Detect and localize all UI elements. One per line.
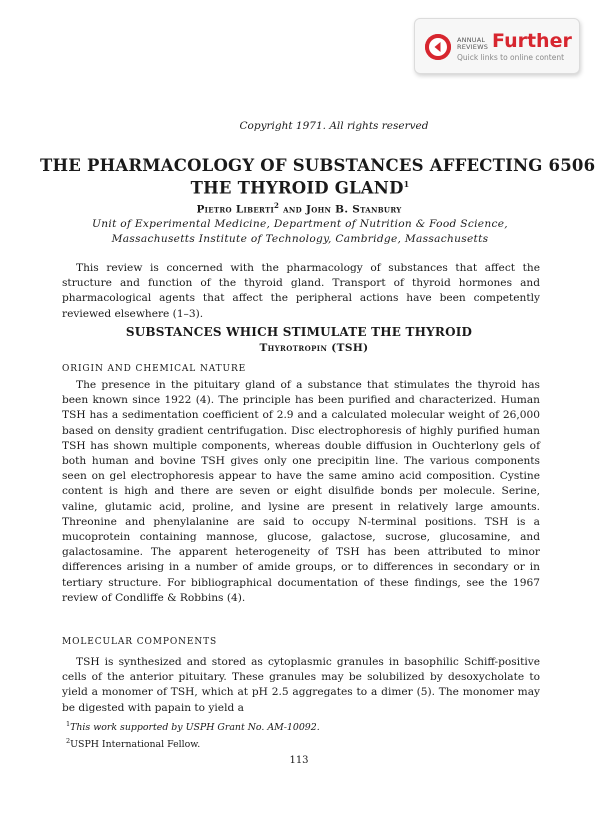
annual-reviews-logo-icon xyxy=(425,34,451,60)
author-1: Pietro Liberti xyxy=(196,203,275,216)
origin-paragraph-text: The presence in the pituitary gland of a substance that stimulates the thyroid has been known since 1922 (4). The principle has been purified and characterized. Human TSH has a sedimentation coefficient of 2.9 and a calculated molecular weight of 26,000 based on density gradient centrifugation. Disc electrophoresis of highly purified human TSH has shown multiple components, whereas double diffusion in Ouchterlony gels of both human and bovine TSH gives only one precipitin line. The various components seen on gel electrophoresis appear to have the same amino acid composition. Cystine content is high and there are seven or eight disulfide bonds per molecule. Serine, valine, glutamic acid, proline, and lysine are present in relatively large amounts. Threonine and phenylalanine are said to occupy N-terminal positions. TSH is a mucoprotein containing mannose, glucose, galactose, sucrose, glucosamine, and galactosamine. The apparent heterogeneity of TSH has been attributed to minor differences arising in a number of amide groups, or to differences in secondary or in tertiary structure. For bibliographical documentation of these findings, see the 1967 review of Condliffe & Robbins (4). xyxy=(62,379,540,604)
footnote-2-mark: 2 xyxy=(66,736,71,745)
page-number: 113 xyxy=(289,755,309,766)
footnote-2 xyxy=(66,735,536,752)
banner-small-line1: ANNUAL xyxy=(457,35,486,44)
banner-small-line2: REVIEWS xyxy=(457,42,489,51)
article-title xyxy=(40,156,596,198)
affiliation-line-2: Massachusetts Institute of Technology, Cambridge, Massachusetts xyxy=(111,233,489,245)
affiliation xyxy=(40,217,560,247)
author-line xyxy=(0,201,598,216)
title-footnote-mark: 1 xyxy=(403,179,410,189)
origin-paragraph xyxy=(62,378,540,606)
affiliation-line-1: Unit of Experimental Medicine, Department of Nutrition & Food Science, xyxy=(92,218,508,230)
title-line-1: THE PHARMACOLOGY OF SUBSTANCES AFFECTING 6506 xyxy=(40,156,596,175)
run-in-heading-origin: ORIGIN AND CHEMICAL NATURE xyxy=(62,364,247,374)
banner-subtitle: Quick links to online content xyxy=(457,52,565,62)
footnotes xyxy=(66,718,536,751)
run-in-heading-molecular: MOLECULAR COMPONENTS xyxy=(62,637,218,647)
author-2: John B. Stanbury xyxy=(305,203,402,216)
footnote-1 xyxy=(66,718,536,735)
author-1-note: 2 xyxy=(274,201,280,210)
banner-annual-reviews-text xyxy=(457,37,488,51)
footnote-1-text: This work supported by USPH Grant No. AM-10092. xyxy=(70,722,320,734)
section-heading: SUBSTANCES WHICH STIMULATE THE THYROID xyxy=(125,325,473,339)
banner-top-row xyxy=(457,31,579,51)
annual-reviews-further-banner[interactable] xyxy=(414,18,580,74)
molecular-paragraph-text: TSH is synthesized and stored as cytoplasmic granules in basophilic Schiff-positive cells of the anterior pituitary. These granules may be solubilized by desoxycholate to yield a monomer of TSH, which at pH 2.5 aggregates to a dimer (5). The monomer may be digested with papain to yield a xyxy=(62,656,540,714)
title-line-2-text: THE THYROID GLAND xyxy=(190,178,404,198)
title-line-2 xyxy=(40,175,560,198)
footnote-2-text: USPH International Fellow. xyxy=(70,738,201,750)
molecular-paragraph xyxy=(62,655,540,716)
subsection-heading: Thyrotropin (TSH) xyxy=(259,342,369,354)
author-and: and xyxy=(279,203,306,216)
copyright-line: Copyright 1971. All rights reserved xyxy=(239,120,429,132)
intro-paragraph-text: This review is concerned with the pharmacology of substances that affect the structure and function of the thyroid gland. Transport of thyroid hormones and pharmacological agents that affect the peripheral actions have been competently reviewed elsewhere (1–3). xyxy=(62,262,540,320)
banner-further-word: Further xyxy=(492,29,572,52)
footnote-1-mark: 1 xyxy=(66,720,71,728)
intro-paragraph xyxy=(62,261,540,322)
